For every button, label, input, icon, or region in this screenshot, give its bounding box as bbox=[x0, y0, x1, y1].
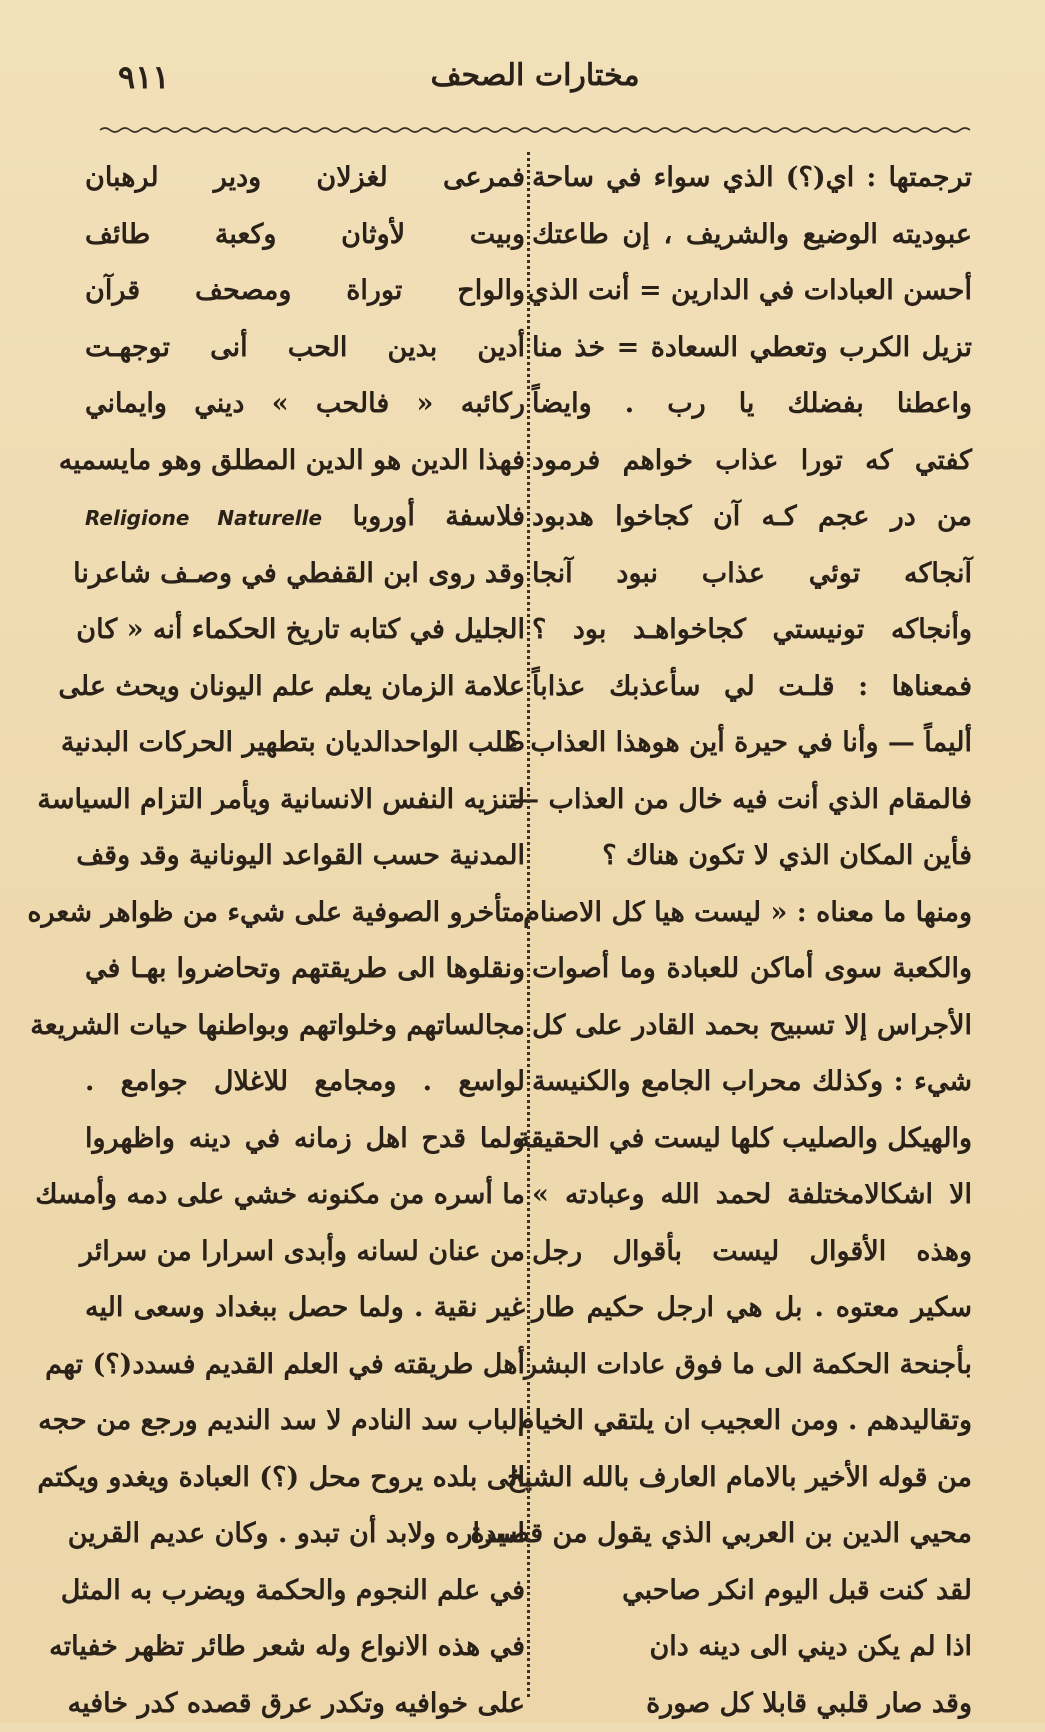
text-line: الى بلده يروح محل (؟) العبادة ويغدو ويكتم bbox=[85, 1450, 525, 1507]
text-line: بأجنحة الحكمة الى ما فوق عادات البشر bbox=[532, 1337, 972, 1394]
verse-line: لقد كنت قبل اليوم انكر صاحبي bbox=[532, 1563, 972, 1620]
verse-line: وقد صار قلبي قابلا كل صورة bbox=[532, 1676, 972, 1732]
text-line: شيء : وكذلك محراب الجامع والكنيسة bbox=[532, 1054, 972, 1111]
running-title: مختارات الصحف bbox=[100, 58, 970, 93]
text-line: ولما قدح اهل زمانه في دينه واظهروا bbox=[85, 1111, 525, 1168]
text-line: الباب سد النادم لا سد النديم ورجع من حجه bbox=[85, 1393, 525, 1450]
text-line: وتقاليدهم . ومن العجيب ان يلتقي الخيام bbox=[532, 1393, 972, 1450]
text-line: من قوله الأخير بالامام العارف بالله الشيخ bbox=[532, 1450, 972, 1507]
verse-line: والواح توراة ومصحف قرآن bbox=[85, 263, 525, 320]
text-line: سكير معتوه . بل هي ارجل حكيم طار bbox=[532, 1280, 972, 1337]
text-line: لتنزيه النفس الانسانية ويأمر التزام السياسة bbox=[85, 772, 525, 829]
text-line: فمعناها : قلـت لي سأعذبك عذاباً bbox=[532, 659, 972, 716]
text-line: محيي الدين بن العربي الذي يقول من قصيدة bbox=[532, 1506, 972, 1563]
text-segment: فلاسفة أوروبا bbox=[352, 501, 525, 532]
column-divider bbox=[527, 152, 530, 1697]
text-line: اسراره ولابد أن تبدو . وكان عديم القرين bbox=[85, 1506, 525, 1563]
header-rule bbox=[100, 126, 970, 134]
text-line: فأين المكان الذي لا تكون هناك ؟ bbox=[532, 828, 972, 885]
text-line: على خوافيه وتكدر عرق قصده كدر خافيه bbox=[85, 1676, 525, 1732]
text-line: الأجراس إلا تسبيح بحمد القادر على كل bbox=[532, 998, 972, 1055]
text-line: متأخرو الصوفية على شيء من ظواهر شعره bbox=[85, 885, 525, 942]
text-line: مجالساتهم وخلواتهم وبواطنها حيات الشريعة bbox=[85, 998, 525, 1055]
text-line: المدنية حسب القواعد اليونانية وقد وقف bbox=[85, 828, 525, 885]
text-line: كفتي كه تورا عذاب خواهم فرمود bbox=[532, 433, 972, 490]
text-line: عبوديته الوضيع والشريف ، إن طاعتك bbox=[532, 207, 972, 264]
text-line: ترجمتها : اي(؟) الذي سواء في ساحة bbox=[532, 150, 972, 207]
latin-term: Religione Naturelle bbox=[85, 506, 322, 530]
text-line: وقد روى ابن القفطي في وصـف شاعرنا bbox=[85, 546, 525, 603]
text-line: من عنان لسانه وأبدى اسرارا من سرائر bbox=[85, 1224, 525, 1281]
text-line: ومنها ما معناه : « ليست هيا كل الاصنام bbox=[532, 885, 972, 942]
text-line: فهذا الدين هو الدين المطلق وهو مايسميه bbox=[85, 433, 525, 490]
text-line: في هذه الانواع وله شعر طائر تظهر خفياته bbox=[85, 1619, 525, 1676]
text-line: الجليل في كتابه تاريخ الحكماء أنه « كان bbox=[85, 602, 525, 659]
text-line: أحسن العبادات في الدارين = أنت الذي bbox=[532, 263, 972, 320]
verse-line: اذا لم يكن ديني الى دينه دان bbox=[532, 1619, 972, 1676]
text-line: غير نقية . ولما حصل ببغداد وسعى اليه bbox=[85, 1280, 525, 1337]
text-line: وهذه الأقوال ليست بأقوال رجل bbox=[532, 1224, 972, 1281]
page-number: ٩١١ bbox=[118, 58, 170, 96]
text-line: آنجاكه توئي عذاب نبود آنجا bbox=[532, 546, 972, 603]
text-line: طلب الواحدالديان بتطهير الحركات البدنية bbox=[85, 715, 525, 772]
text-line: أليماً — وأنا في حيرة أين هوهذا العذاب ؟ bbox=[532, 715, 972, 772]
text-line: وأنجاكه تونيستي كجاخواهـد بود ؟ bbox=[532, 602, 972, 659]
text-line: ونقلوها الى طريقتهم وتحاضروا بهـا في bbox=[85, 941, 525, 998]
text-line: من در عجم كـه آن كجاخوا هدبود bbox=[532, 489, 972, 546]
text-line: والكعبة سوى أماكن للعبادة وما أصوات bbox=[532, 941, 972, 998]
text-line: فالمقام الذي أنت فيه خال من العذاب — bbox=[532, 772, 972, 829]
text-line: ما أسره من مكنونه خشي على دمه وأمسك bbox=[85, 1167, 525, 1224]
page-header bbox=[100, 50, 970, 110]
verse-line: ركائبه « فالحب » ديني وايماني bbox=[85, 376, 525, 433]
verse-line: أدين بدين الحب أنى توجهـت bbox=[85, 320, 525, 377]
right-column bbox=[532, 150, 972, 1732]
left-column bbox=[85, 150, 525, 1732]
text-line-with-latin bbox=[85, 489, 525, 546]
text-line: في علم النجوم والحكمة ويضرب به المثل bbox=[85, 1563, 525, 1620]
text-line: والهيكل والصليب كلها ليست في الحقيقة bbox=[532, 1111, 972, 1168]
text-line: علامة الزمان يعلم علم اليونان ويحث على bbox=[85, 659, 525, 716]
text-line: تزيل الكرب وتعطي السعادة = خذ منا bbox=[532, 320, 972, 377]
verse-line: وبيت لأوثان وكعبة طائف bbox=[85, 207, 525, 264]
text-line: لواسع . ومجامع للاغلال جوامع . bbox=[85, 1054, 525, 1111]
text-line: أهل طريقته في العلم القديم فسدد(؟) تهم bbox=[85, 1337, 525, 1394]
text-line: واعطنا بفضلك يا رب . وايضاً bbox=[532, 376, 972, 433]
verse-line: فمرعى لغزلان ودير لرهبان bbox=[85, 150, 525, 207]
text-line: الا اشكالامختلفة لحمد الله وعبادته » bbox=[532, 1167, 972, 1224]
